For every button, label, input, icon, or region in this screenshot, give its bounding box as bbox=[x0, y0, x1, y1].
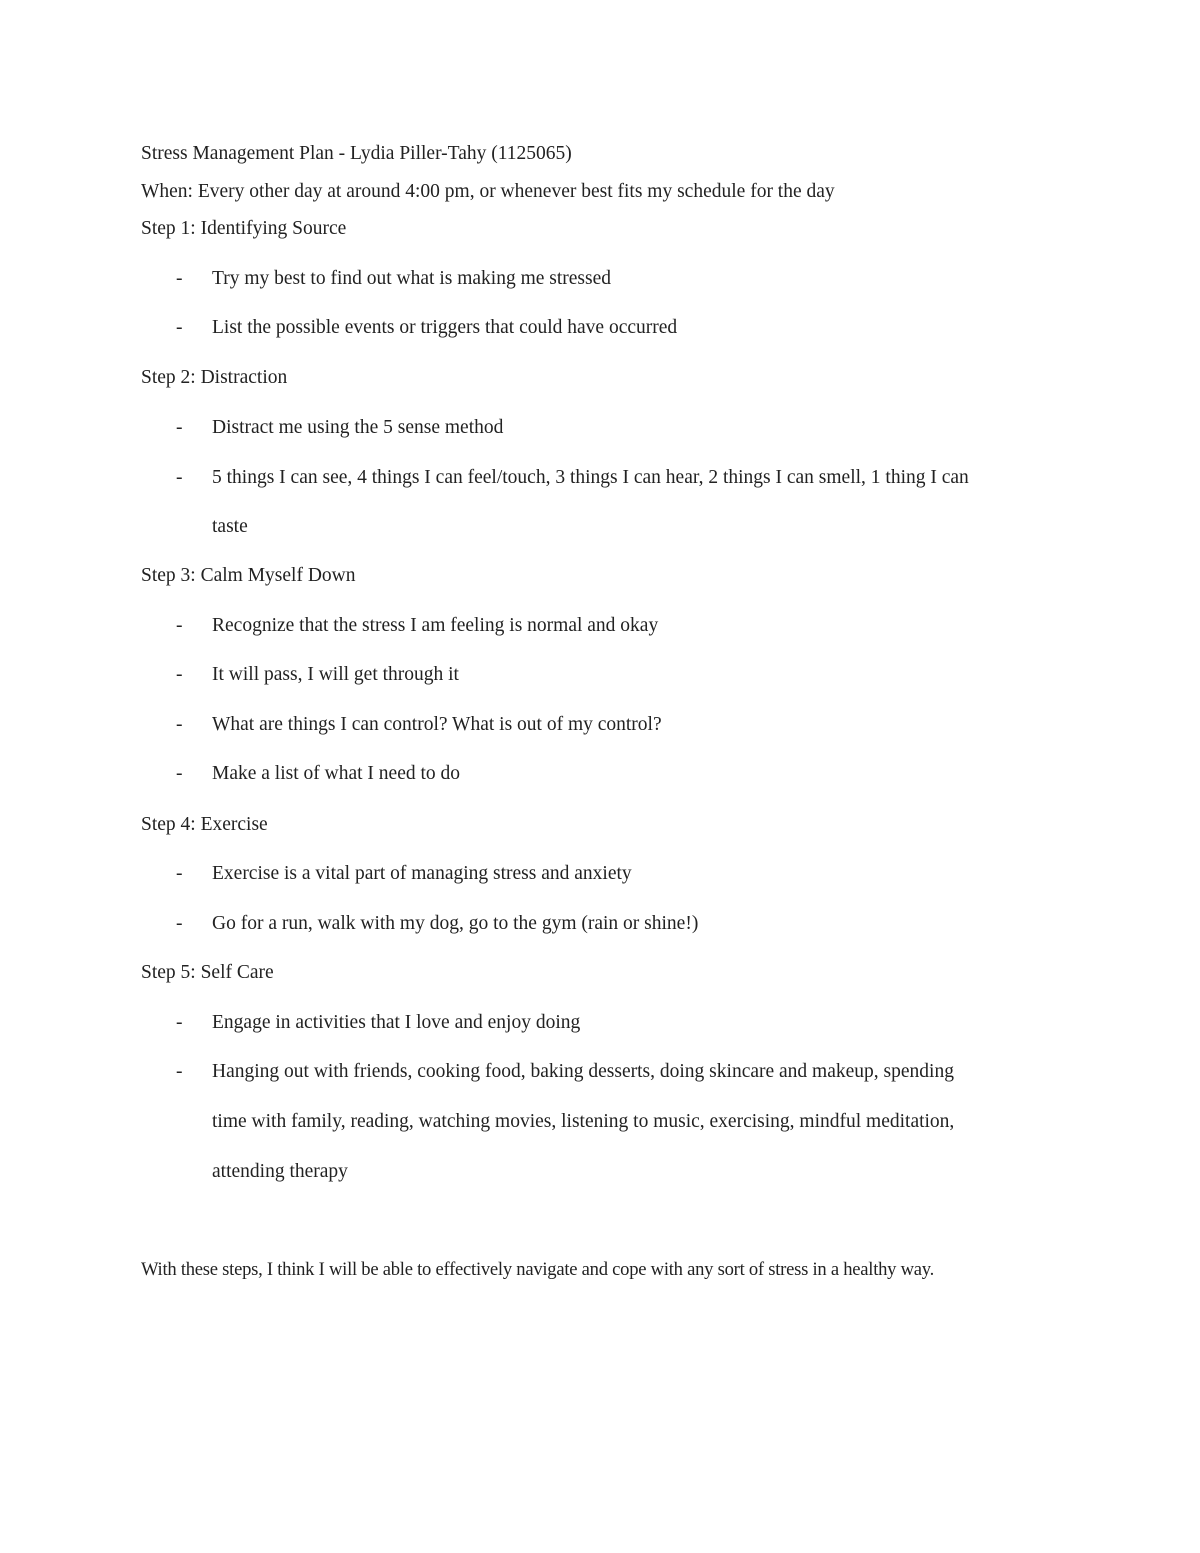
step-4-item-2: Go for a run, walk with my dog, go to the gym (rain or shine!) bbox=[212, 913, 699, 934]
step-3-item-3: What are things I can control? What is out of my control? bbox=[212, 714, 662, 735]
step-1-heading: Step 1: Identifying Source bbox=[141, 218, 347, 239]
step-3-item-1: Recognize that the stress I am feeling is normal and okay bbox=[212, 615, 659, 636]
bullet-marker: - bbox=[176, 467, 183, 488]
bullet-marker: - bbox=[176, 763, 183, 784]
closing-statement: With these steps, I think I will be able to effectively navigate and cope with any sort of stress in a healthy way. bbox=[141, 1259, 935, 1280]
step-1-item-2: List the possible events or triggers that could have occurred bbox=[212, 317, 678, 338]
step-2-item-2-line-2: taste bbox=[212, 516, 248, 537]
step-1-item-1: Try my best to find out what is making me stressed bbox=[212, 268, 612, 289]
step-5-heading: Step 5: Self Care bbox=[141, 962, 274, 983]
step-2-item-1: Distract me using the 5 sense method bbox=[212, 417, 504, 438]
bullet-marker: - bbox=[176, 863, 183, 884]
document-title: Stress Management Plan - Lydia Piller-Tahy (1125065) bbox=[141, 143, 572, 164]
bullet-marker: - bbox=[176, 615, 183, 636]
step-4-item-1: Exercise is a vital part of managing stress and anxiety bbox=[212, 863, 632, 884]
step-5-item-1: Engage in activities that I love and enjoy doing bbox=[212, 1012, 581, 1033]
step-3-item-4: Make a list of what I need to do bbox=[212, 763, 461, 784]
bullet-marker: - bbox=[176, 417, 183, 438]
step-2-item-2-line-1: 5 things I can see, 4 things I can feel/touch, 3 things I can hear, 2 things I can smell, 1 thing I can bbox=[212, 467, 969, 488]
bullet-marker: - bbox=[176, 1012, 183, 1033]
step-5-item-2-line-3: attending therapy bbox=[212, 1161, 348, 1182]
bullet-marker: - bbox=[176, 1061, 183, 1082]
step-5-item-2-line-1: Hanging out with friends, cooking food, baking desserts, doing skincare and makeup, spending bbox=[212, 1061, 954, 1082]
schedule-line: When: Every other day at around 4:00 pm, or whenever best fits my schedule for the day bbox=[141, 181, 835, 202]
step-2-heading: Step 2: Distraction bbox=[141, 367, 288, 388]
step-3-heading: Step 3: Calm Myself Down bbox=[141, 565, 356, 586]
step-5-item-2-line-2: time with family, reading, watching movies, listening to music, exercising, mindful meditation, bbox=[212, 1111, 955, 1132]
bullet-marker: - bbox=[176, 913, 183, 934]
bullet-marker: - bbox=[176, 268, 183, 289]
step-4-heading: Step 4: Exercise bbox=[141, 814, 268, 835]
bullet-marker: - bbox=[176, 317, 183, 338]
bullet-marker: - bbox=[176, 714, 183, 735]
step-3-item-2: It will pass, I will get through it bbox=[212, 664, 459, 685]
bullet-marker: - bbox=[176, 664, 183, 685]
